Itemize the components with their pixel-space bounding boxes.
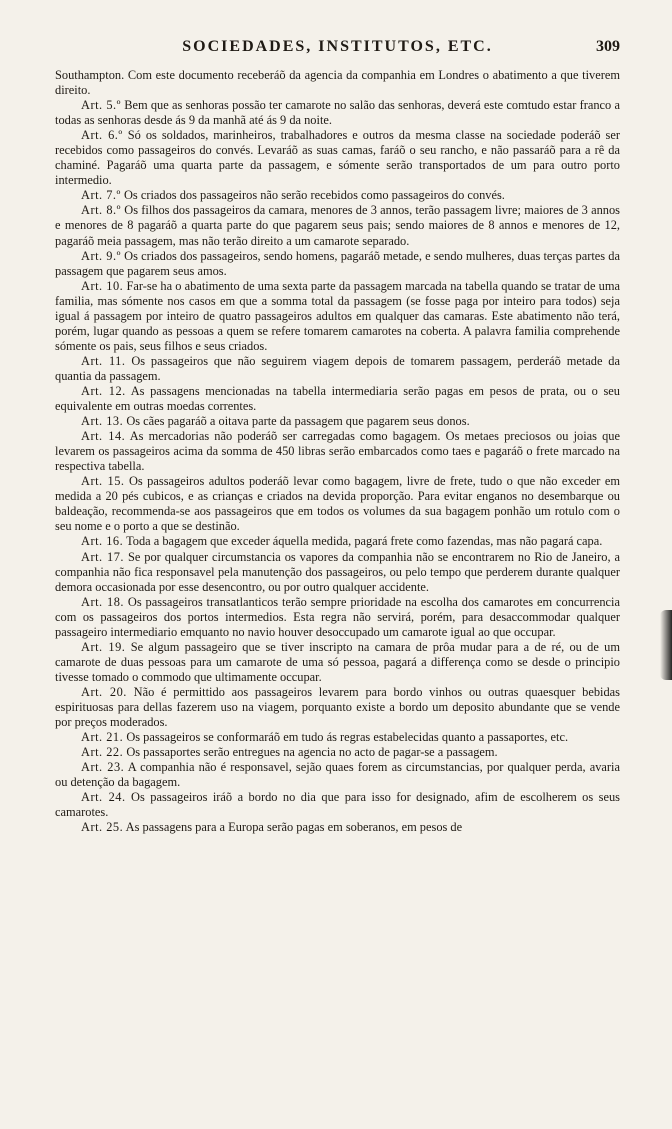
article-paragraph xyxy=(55,534,620,549)
article-paragraph xyxy=(55,279,620,354)
article-label: Art. 9.º xyxy=(81,248,121,263)
article-paragraph xyxy=(55,640,620,685)
continuation-paragraph xyxy=(55,68,620,98)
article-label: Art. 22. xyxy=(81,745,124,760)
article-text: As passagens para a Europa serão pagas em soberanos, em pesos de xyxy=(125,820,463,835)
article-text: Toda a bagagem que exceder áquella medida, pagará frete como fazendas, mas não pagará capa. xyxy=(126,534,603,549)
article-text: Não é permittido aos passageiros levarem para bordo vinhos ou outras quaesquer bebidas espirituosas para dellas fazerem uso na viagem, porquanto existe a bordo um deposito abundante que se vende por preços moderados. xyxy=(55,684,620,730)
article-text: Os cães pagaráõ a oitava parte da passagem que pagarem seus donos. xyxy=(126,414,470,429)
article-text: Se algum passageiro que se tiver inscripto na camara de prôa mudar para a de ré, ou de um camarote de duas pessoas para um camarote de uma só pessoa, pagará a differença como se desde o principio tivesse tomado o commodo que ultimamente occupar. xyxy=(55,639,620,684)
article-paragraph xyxy=(55,128,620,188)
article-paragraph xyxy=(55,384,620,414)
article-paragraph xyxy=(55,474,620,534)
article-label: Art. 10. xyxy=(81,278,124,293)
article-paragraph xyxy=(55,203,620,248)
article-label: Art. 24. xyxy=(81,790,126,805)
article-paragraph xyxy=(55,595,620,640)
article-text: Os filhos dos passageiros da camara, menores de 3 annos, terão passagem livre; maiores de 3 annos e menores de 8 pagaráõ a quarta parte do que pagarem seus pais; sendo maiores de 8 annos e menores de 12, pagaráõ meia passagem, mas não terão direito a um camarote separado. xyxy=(55,203,620,248)
article-label: Art. 16. xyxy=(81,534,124,549)
article-text: Os passageiros que não seguirem viagem depois de tomarem passagem, perderáõ metade da quantia da passagem. xyxy=(55,353,621,383)
article-text: As passagens mencionadas na tabella intermediaria serão pagas em pesos de prata, ou o seu equivalente em outras moedas correntes. xyxy=(55,383,621,414)
article-label: Art. 25. xyxy=(81,820,124,835)
article-text: Os passageiros transatlanticos terão sempre prioridade na escolha dos camarotes em concurrencia com os passageiros dos portos intermedios. Esta regra não servirá, porém, para desaccommodar qualquer passageiro intermediario emquanto no navio houver desoccupado um camarote igual ao que occupar. xyxy=(55,594,620,639)
article-label: Art. 6.º xyxy=(81,128,123,143)
article-label: Art. 20. xyxy=(81,684,127,699)
article-text: Só os soldados, marinheiros, trabalhadores e outros da mesma classe na sociedade poderáõ ser recebidos como passageiros do convés. Levaráõ as suas camas, faráõ o seu rancho, e não passaráõ para a rê da chaminé. Pagaráõ uma quarta parte da passagem, e sómente serão transportados de um para outro porto intermedio. xyxy=(55,128,620,188)
article-label: Art. 23. xyxy=(81,760,125,775)
article-text: Os passaportes serão entregues na agencia no acto de pagar-se a passagem. xyxy=(126,745,498,760)
article-label: Art. 15. xyxy=(81,474,125,489)
article-text: Os criados dos passageiros, sendo homens, pagaráõ metade, e sendo mulheres, duas terças partes da passagem que pagarem seus amos. xyxy=(55,248,620,278)
article-label: Art. 12. xyxy=(81,383,126,398)
article-paragraph xyxy=(55,730,620,745)
article-label: Art. 21. xyxy=(81,730,124,745)
article-paragraph xyxy=(55,760,620,790)
page-edge-shadow xyxy=(660,610,672,680)
book-page xyxy=(55,38,620,835)
article-label: Art. 8.º xyxy=(81,203,121,218)
article-paragraph xyxy=(55,550,620,595)
article-text: Os passageiros adultos poderáõ levar como bagagem, livre de frete, tudo o que não exceder em medida a 20 pés cubicos, e as crianças e criados na devida proporção. Para evitar enganos no desembarque ou baldeação, recommenda-se aos passageiros que em todos os volumes da sua bagagem ponhão um rotulo com o seu nome e o porto a que se destinão. xyxy=(55,474,621,534)
article-text: A companhia não é responsavel, sejão quaes forem as circumstancias, por qualquer perda, avaria ou detenção da bagagem. xyxy=(55,760,620,790)
article-text: Bem que as senhoras possão ter camarote no salão das senhoras, deverá este comtudo estar franco a todas as senhoras desde ás 9 da manhã até ás 9 da noite. xyxy=(55,98,620,128)
article-paragraph xyxy=(55,745,620,760)
running-head: SOCIEDADES, INSTITUTOS, ETC. xyxy=(182,38,493,55)
article-text: Os criados dos passageiros não serão recebidos como passageiros do convés. xyxy=(123,188,505,203)
article-label: Art. 5.º xyxy=(81,98,121,113)
article-text: Southampton. Com este documento receberáõ da agencia da companhia em Londres o abatimento a que tiverem direito. xyxy=(55,68,620,98)
article-text: Os passageiros se conformaráõ em tudo ás regras estabelecidas quanto a passaportes, etc. xyxy=(126,730,569,745)
article-paragraph xyxy=(55,249,620,279)
article-label: Art. 13. xyxy=(81,414,124,429)
article-paragraph xyxy=(55,790,620,820)
article-label: Art. 7.º xyxy=(81,188,121,203)
article-paragraph xyxy=(55,188,620,203)
article-paragraph xyxy=(55,414,620,429)
article-text: Os passageiros iráõ a bordo no dia que para isso for designado, afim de escolherem os seus camarotes. xyxy=(55,790,620,820)
article-paragraph xyxy=(55,354,620,384)
article-paragraph xyxy=(55,98,620,128)
article-text: As mercadorias não poderáõ ser carregadas como bagagem. Os metaes preciosos ou joias que levarem os passageiros acima da somma de 450 libras serão embarcados como taes e pagaráõ o frete marcado na respectiva tabella. xyxy=(55,429,620,474)
article-paragraph xyxy=(55,820,620,835)
page-number: 309 xyxy=(596,38,620,55)
article-paragraph xyxy=(55,685,620,730)
article-label: Art. 11. xyxy=(81,353,126,368)
article-label: Art. 17. xyxy=(81,549,125,564)
article-label: Art. 18. xyxy=(81,594,124,609)
page-header xyxy=(55,38,620,66)
article-text: Se por qualquer circumstancia os vapores da companhia não se encontrarem no Rio de Janeiro, a companhia não fica responsavel pela manutenção dos passageiros, ou pelo tempo que perderem durante qualquer demora occasionada por esse desencontro, ou por outro qualquer accidente. xyxy=(55,549,620,594)
article-label: Art. 19. xyxy=(81,639,126,654)
article-paragraph xyxy=(55,429,620,474)
body-text xyxy=(55,68,620,835)
article-text: Far-se ha o abatimento de uma sexta parte da passagem marcada na tabella quando se tratar de uma familia, mas sómente nos casos em que a somma total da passagem (se fosse paga por inteiro para todos) seja igual á passagem por inteiro de quatro passageiros adultos em qualquer das camaras. Este abatimento não terá, porém, lugar quando as pessoas a quem se refere tomarem camarotes na coberta. A palavra familia comprehende sómente os pais, seus filhos e seus criados. xyxy=(55,278,620,353)
article-label: Art. 14. xyxy=(81,429,126,444)
